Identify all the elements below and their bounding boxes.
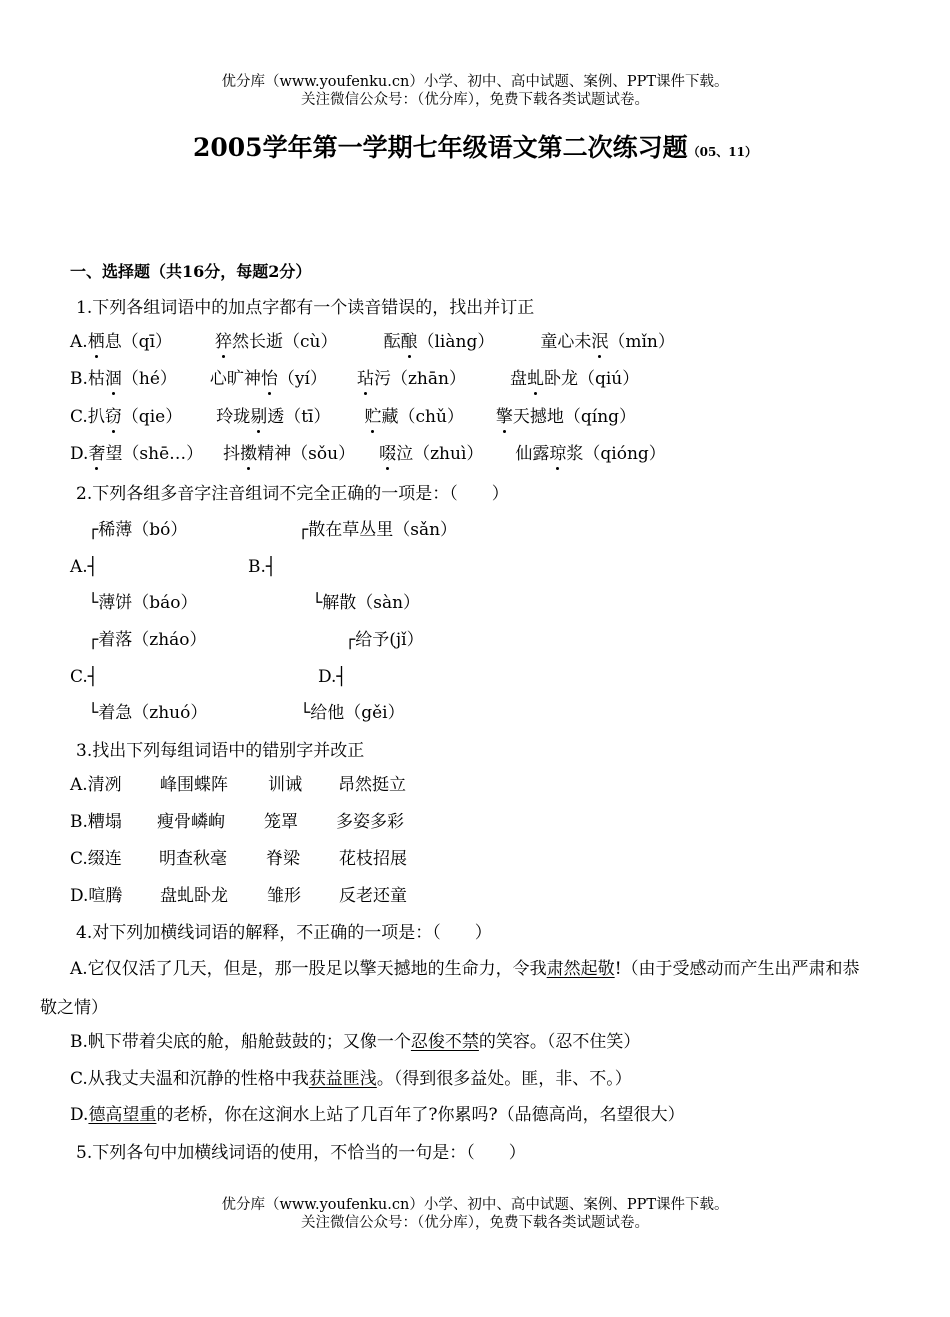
q1-option-b: [70, 368, 639, 390]
word-text: C.缀连: [70, 849, 122, 869]
word-text: （hé）: [121, 369, 177, 389]
word-text: D.喧腾: [70, 886, 123, 906]
word-text: 天撼地（qíng）: [512, 407, 637, 427]
q2-a-bottom: └薄饼（báo）: [88, 593, 198, 613]
footer-line-1: 优分库（www.youfenku.cn）小学、初中、高中试题、案例、PPT课件下载。: [221, 1197, 729, 1213]
word-text: （qie）: [121, 407, 183, 427]
q2-b-top: ┌散在草丛里（sǎn）: [298, 520, 458, 540]
q2-b-bottom: └解散（sàn）: [312, 593, 421, 613]
q3-option-a: [70, 774, 406, 796]
page-title: [0, 133, 950, 167]
option-label: A.: [70, 332, 88, 352]
q3-stem: 3.找出下列每组词语中的错别字并改正: [76, 741, 365, 761]
word-text: A.清冽: [70, 775, 122, 795]
q3-option-d: [70, 885, 407, 907]
word-text: 训诫: [268, 775, 302, 795]
q2-d-top: ┌给予(jǐ）: [345, 630, 424, 650]
option-label: D.: [70, 1105, 89, 1125]
dotted-char: 擞: [240, 444, 258, 464]
word-text: 污（zhān）: [373, 369, 466, 389]
q1-option-d: [70, 443, 666, 465]
word-text: （yí）: [277, 369, 327, 389]
word-text: 精神（sǒu）: [257, 444, 356, 464]
q4-option-a-continued: 敬之情）: [40, 998, 108, 1018]
word-text: （liàng）: [417, 332, 495, 352]
word-text: 峰围蝶阵: [160, 775, 228, 795]
q4-option-b: [70, 1031, 640, 1053]
q3-option-b: [70, 811, 404, 833]
q2-c-top: ┌着落（zháo）: [88, 630, 207, 650]
option-text: B.帆下带着尖底的舱，船舱鼓鼓的；又像一个: [70, 1032, 411, 1052]
word-text: 笼罩: [264, 812, 298, 832]
option-label: D.: [70, 444, 89, 464]
word-text: B.糟塌: [70, 812, 122, 832]
dotted-char: 奢: [88, 444, 106, 464]
underlined-term: 肃然起敬: [546, 959, 615, 979]
dotted-char: 猝: [215, 332, 233, 352]
header-line-1: 优分库（www.youfenku.cn）小学、初中、高中试题、案例、PPT课件下载。: [221, 74, 729, 90]
word-text: 望（shē…）: [105, 444, 204, 464]
word-text: 透（tī）: [267, 407, 331, 427]
q1-stem: 1.下列各组词语中的加点字都有一个读音错误的，找出并订正: [76, 298, 535, 318]
underlined-term: 获益匪浅: [308, 1069, 377, 1089]
title-main: 2005学年第一学期七年级语文第二次练习题: [193, 133, 688, 162]
dotted-char: 怡: [260, 369, 278, 389]
option-text: 的笑容。（忍不住笑）: [478, 1032, 641, 1052]
word-text: 藏（chǔ）: [381, 407, 464, 427]
dotted-char: 泯: [591, 332, 609, 352]
q4-option-c: [70, 1068, 632, 1090]
q2-a-label: A.┤: [70, 557, 98, 577]
title-date: （05、11）: [687, 145, 757, 159]
dotted-char: 啜: [379, 444, 397, 464]
q2-c-label: C.┤: [70, 667, 99, 687]
word-text: 仙露: [515, 444, 550, 464]
q2-stem: 2.下列各组多音字注音组词不完全正确的一项是：（ ）: [76, 484, 509, 504]
dotted-char: 贮: [364, 407, 382, 427]
dotted-char: 栖: [87, 332, 105, 352]
dotted-char: 剔: [250, 407, 268, 427]
word-text: 瘦骨嶙峋: [157, 812, 225, 832]
option-text: 的老桥，你在这涧水上站了几百年了?你累吗?（品德高尚，名望很大）: [156, 1105, 685, 1125]
q3-option-c: [70, 848, 407, 870]
dotted-char: 酿: [400, 332, 418, 352]
footer-line-2: 关注微信公众号：（优分库），免费下载各类试题试卷。: [301, 1215, 649, 1231]
option-text: A.它仅仅活了几天，但是，那一股足以擎天撼地的生命力，令我: [70, 959, 547, 979]
option-text: !（由于受感动而产生出严肃和恭: [614, 959, 860, 979]
q2-c-bottom: └着急（zhuó）: [88, 703, 208, 723]
q2-d-label: D.┤: [318, 667, 347, 687]
option-label: B.: [70, 369, 88, 389]
q1-option-a: [70, 331, 675, 353]
word-text: 酝: [383, 332, 401, 352]
word-text: 枯: [87, 369, 105, 389]
q4-stem: 4.对下列加横线词语的解释，不正确的一项是：（ ）: [76, 923, 492, 943]
dotted-char: 琼: [549, 444, 567, 464]
section-1-heading: 一、选择题（共16分，每题2分）: [70, 262, 312, 281]
underlined-term: 忍俊不禁: [410, 1032, 479, 1052]
word-text: 脊梁: [266, 849, 300, 869]
dotted-char: 玷: [356, 369, 374, 389]
word-text: 玲珑: [216, 407, 251, 427]
word-text: 息（qī）: [104, 332, 173, 352]
option-text: C.从我丈夫温和沉静的性格中我: [70, 1069, 309, 1089]
word-text: 盘虬卧龙: [160, 886, 228, 906]
q2-a-top: ┌稀薄（bó）: [88, 520, 188, 540]
q2-b-label: B.┤: [248, 557, 277, 577]
dotted-char: 虬: [526, 369, 544, 389]
dotted-char: 涸: [104, 369, 122, 389]
word-text: 明查秋毫: [159, 849, 227, 869]
underlined-term: 德高望重: [88, 1105, 157, 1125]
word-text: 多姿多彩: [336, 812, 404, 832]
dotted-char: 窃: [104, 407, 122, 427]
option-text: 。（得到很多益处。匪，非、不。）: [376, 1069, 632, 1089]
word-text: 反老还童: [339, 886, 407, 906]
word-text: 花枝招展: [339, 849, 407, 869]
word-text: 盘: [509, 369, 527, 389]
word-text: 雏形: [267, 886, 301, 906]
dotted-char: 擎: [495, 407, 513, 427]
word-text: 抖: [223, 444, 241, 464]
word-text: 浆（qióng）: [566, 444, 666, 464]
q1-option-c: [70, 406, 636, 428]
word-text: 然长逝（cù）: [232, 332, 338, 352]
word-text: 童心未: [540, 332, 592, 352]
q4-option-d: [70, 1104, 685, 1126]
word-text: 卧龙（qiú）: [543, 369, 640, 389]
q2-d-bottom: └给他（gěi）: [300, 703, 405, 723]
word-text: 心旷神: [209, 369, 261, 389]
word-text: 扒: [87, 407, 105, 427]
q4-option-a: [70, 958, 860, 980]
word-text: 泣（zhuì）: [396, 444, 484, 464]
word-text: （mǐn）: [608, 332, 675, 352]
q5-stem: 5.下列各句中加横线词语的使用，不恰当的一句是：（ ）: [76, 1143, 526, 1163]
header-line-2: 关注微信公众号：（优分库），免费下载各类试题试卷。: [301, 92, 649, 108]
option-label: C.: [70, 407, 88, 427]
word-text: 昂然挺立: [338, 775, 406, 795]
